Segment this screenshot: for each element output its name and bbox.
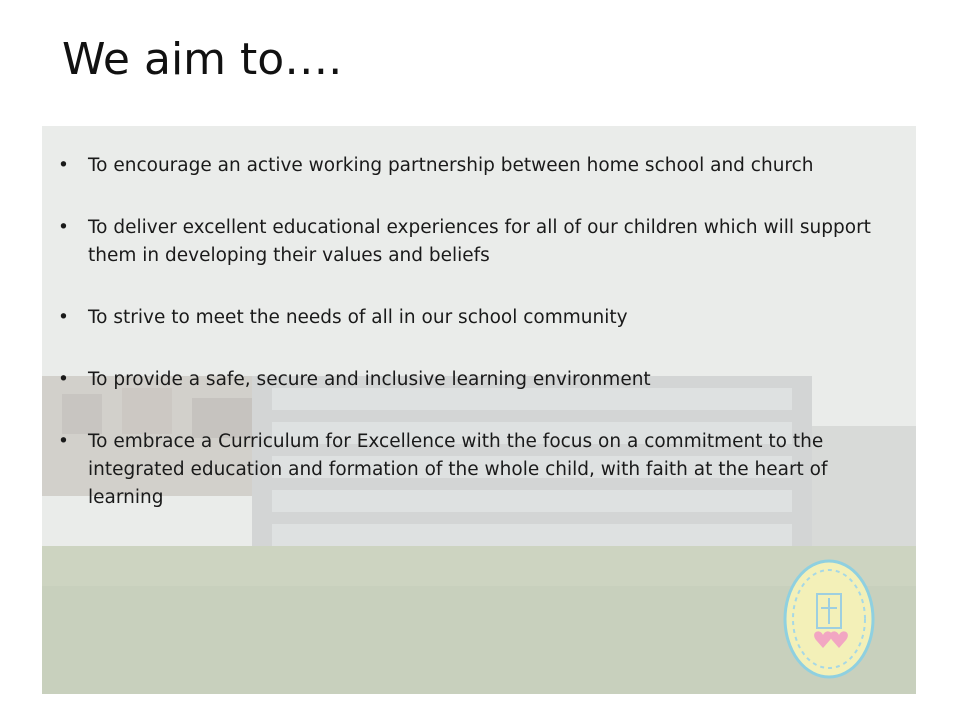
bullet-list — [58, 152, 878, 546]
bullet-item: • To provide a safe, secure and inclusive learning environment — [58, 366, 878, 394]
bullet-item: • To deliver excellent educational experiences for all of our children which will support them in developing their values and beliefs — [58, 214, 878, 270]
school-crest-icon — [782, 558, 876, 680]
slide-title: We aim to…. — [62, 34, 343, 85]
bullet-item: • To strive to meet the needs of all in our school community — [58, 304, 878, 332]
bullet-item: • To embrace a Curriculum for Excellence with the focus on a commitment to the integrated education and formation of the whole child, with faith at the heart of learning — [58, 428, 878, 512]
bullet-item: • To encourage an active working partnership between home school and church — [58, 152, 878, 180]
